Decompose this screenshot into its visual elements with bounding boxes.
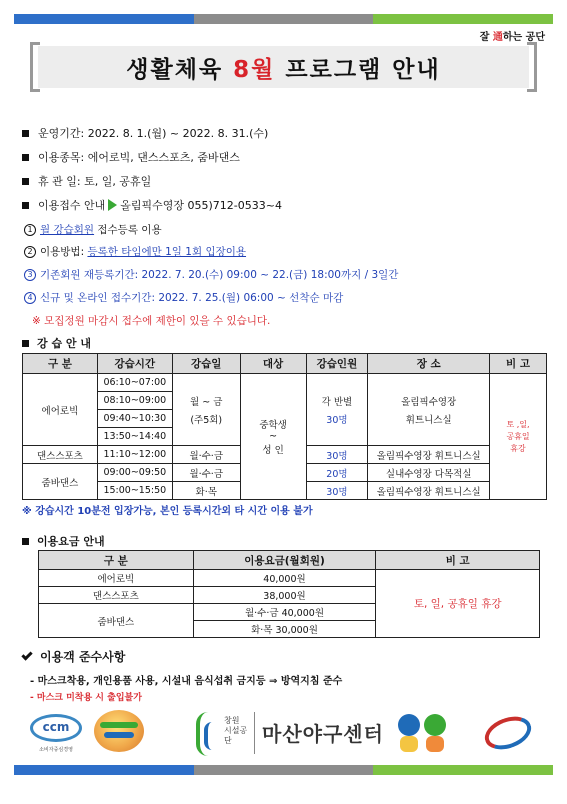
capacity: 30명 (306, 446, 368, 464)
title-bracket-right (527, 42, 537, 92)
warning-note: ※ 모집정원 마감시 접수에 제한이 있을 수 있습니다. (32, 315, 271, 327)
col-header: 장 소 (368, 354, 490, 374)
monthly-member-link[interactable]: 월 강습회원 (40, 224, 95, 236)
program-name: 댄스스포츠 (23, 446, 98, 464)
rules-heading: 이용객 준수사항 (22, 648, 125, 665)
bullet-square-icon (22, 178, 29, 185)
place: 실내수영장 다목적실 (368, 464, 490, 482)
fee-amount: 40,000원 (193, 570, 376, 587)
capacity: 각 반별 30명 (306, 374, 368, 446)
bullet-square-icon (22, 538, 29, 545)
capacity: 30명 (306, 482, 368, 500)
bottom-color-bar (14, 765, 553, 775)
bullet-square-icon (22, 340, 29, 347)
fee-program: 줌바댄스 (39, 604, 194, 638)
table-row (23, 374, 547, 392)
foundation-logo (192, 706, 392, 760)
bullet-square-icon (22, 130, 29, 137)
remark: 토 ,일, 공휴일 휴강 (490, 374, 547, 500)
note-2: 2 이용방법: 등록한 타임에만 1일 1회 입장이용 (24, 244, 246, 259)
page-title: 생활체육 8월 프로그램 안내 (126, 56, 441, 83)
title-box (38, 46, 529, 88)
col-header: 강습시간 (97, 354, 172, 374)
ccm-logo: ccm 소비자중심경영 (28, 706, 84, 760)
col-header: 대상 (240, 354, 306, 374)
rule-line-2: - 마스크 미착용 시 출입불가 (30, 693, 142, 703)
schedule-heading: 강 습 안 내 (22, 335, 91, 351)
emblem-icon (480, 706, 536, 760)
info-programs: 이용종목: 에어로빅, 댄스스포츠, 줌바댄스 (22, 149, 240, 165)
bottom-bar-gray (194, 765, 374, 775)
fee-program: 에어로빅 (39, 570, 194, 587)
bullet-square-icon (22, 202, 29, 209)
place: 올림픽수영장 휘트니스실 (368, 374, 490, 446)
fee-amount: 화·목 30,000원 (193, 621, 376, 638)
info-closed: 휴 관 일: 토, 일, 공휴일 (22, 173, 151, 189)
checkmark-icon (21, 649, 32, 660)
program-name: 에어로빅 (23, 374, 98, 446)
arrow-right-icon (108, 199, 117, 211)
mascot-icon (394, 706, 454, 760)
note-4: 4 신규 및 온라인 접수기간: 2022. 7. 25.(월) 06:00 ~ 선착순 마감 (24, 290, 343, 305)
bullet-square-icon (22, 154, 29, 161)
footer-logos (20, 706, 548, 760)
table-row (39, 570, 540, 587)
class-time: 08:10~09:00 (97, 392, 172, 410)
bottom-bar-green (373, 765, 553, 775)
class-time: 15:00~15:50 (97, 482, 172, 500)
col-header: 강습일 (172, 354, 240, 374)
fee-header-row (39, 551, 540, 570)
place: 올림픽수영장 휘트니스실 (368, 446, 490, 464)
col-header: 비 고 (376, 551, 540, 570)
class-days: 월 ~ 금 (주5회) (172, 374, 240, 446)
top-bar-blue (14, 14, 194, 24)
bottom-bar-blue (14, 765, 194, 775)
fee-table (38, 550, 540, 638)
class-days: 화·목 (172, 482, 240, 500)
top-bar-green (373, 14, 553, 24)
col-header: 구 분 (23, 354, 98, 374)
note-3: 3 기존회원 재등록기간: 2022. 7. 20.(수) 09:00 ~ 22.(금) 18:00까지 / 3일간 (24, 267, 398, 282)
tagline: 잘 通하는 공단 (479, 32, 545, 43)
target-group: 중학생 ~ 성 인 (240, 374, 306, 500)
fee-amount: 월·수·금 40,000원 (193, 604, 376, 621)
foundation-name: 창원 시설공단 (224, 716, 248, 745)
class-time: 09:00~09:50 (97, 464, 172, 482)
fee-remark: 토, 일, 공휴일 휴강 (376, 570, 540, 638)
info-period: 운영기간: 2022. 8. 1.(월) ~ 2022. 8. 31.(수) (22, 125, 268, 141)
center-name: 마산야구센터 (262, 722, 384, 746)
rule-line-1: - 마스크착용, 개인용품 사용, 시설내 음식섭취 금지등 ⇒ 방역지침 준수 (30, 676, 343, 687)
col-header: 비 고 (490, 354, 547, 374)
fee-heading: 이용요금 안내 (22, 533, 105, 549)
class-time: 09:40~10:30 (97, 410, 172, 428)
schedule-table (22, 353, 547, 500)
place: 올림픽수영장 휘트니스실 (368, 482, 490, 500)
certification-badge-icon (90, 706, 148, 760)
program-name: 줌바댄스 (23, 464, 98, 500)
fee-amount: 38,000원 (193, 587, 376, 604)
class-days: 월·수·금 (172, 446, 240, 464)
class-days: 월·수·금 (172, 464, 240, 482)
col-header: 이용요금(월회원) (193, 551, 376, 570)
schedule-footnote: ※ 강습시간 10분전 입장가능, 본인 등록시간외 타 시간 이용 불가 (22, 506, 313, 517)
fee-program: 댄스스포츠 (39, 587, 194, 604)
top-color-bar (14, 14, 553, 24)
class-time: 06:10~07:00 (97, 374, 172, 392)
title-banner (30, 42, 537, 92)
class-time: 11:10~12:00 (97, 446, 172, 464)
usage-method-link[interactable]: 등록한 타임에만 1일 1회 입장이용 (87, 246, 247, 258)
col-header: 구 분 (39, 551, 194, 570)
note-1: 1 월 강습회원 접수등록 이용 (24, 222, 162, 237)
class-time: 13:50~14:40 (97, 428, 172, 446)
info-contact: 이용접수 안내 올림픽수영장 055)712-0533~4 (22, 197, 282, 213)
capacity: 20명 (306, 464, 368, 482)
schedule-header-row (23, 354, 547, 374)
top-bar-gray (194, 14, 374, 24)
col-header: 강습인원 (306, 354, 368, 374)
